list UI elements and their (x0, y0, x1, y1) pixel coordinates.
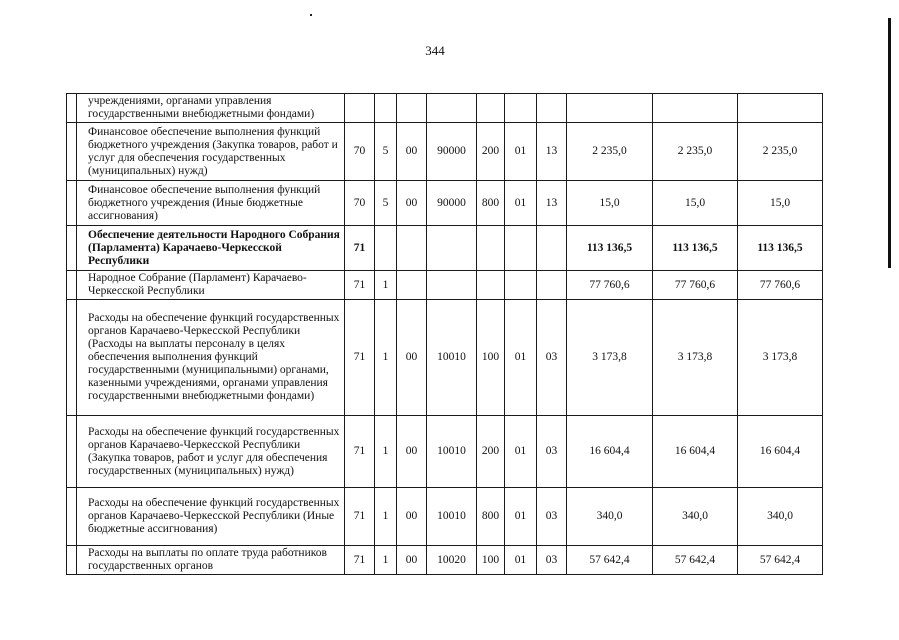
table-row (67, 226, 823, 271)
table-row (67, 488, 823, 546)
code-cell: 1 (375, 271, 397, 300)
table-row (67, 416, 823, 488)
budget-table (66, 93, 823, 575)
code-cell: 01 (505, 300, 537, 416)
scan-speck (310, 14, 312, 16)
code-cell: 00 (397, 181, 427, 226)
code-cell (427, 226, 477, 271)
row-lead-cell (67, 546, 77, 575)
code-cell: 03 (537, 488, 567, 546)
amount-cell (653, 94, 738, 123)
code-cell: 71 (345, 416, 375, 488)
scan-edge-bar (888, 18, 891, 268)
row-name-cell: Народное Собрание (Парламент) Карачаево-Черкесской Республики (77, 271, 345, 300)
code-cell: 200 (477, 416, 505, 488)
code-cell: 1 (375, 546, 397, 575)
code-cell (505, 94, 537, 123)
row-name-cell: Расходы на обеспечение функций государственных органов Карачаево-Черкесской Республики (Расходы на выплаты персоналу в целях обеспечения выполнения функций государственными (муниципальными) органами, казенными учреждениями, органами управления государственными внебюджетными фондами) (77, 300, 345, 416)
code-cell: 00 (397, 300, 427, 416)
code-cell (537, 94, 567, 123)
code-cell: 01 (505, 546, 537, 575)
amount-cell: 77 760,6 (738, 271, 823, 300)
code-cell: 01 (505, 488, 537, 546)
amount-cell (738, 94, 823, 123)
row-lead-cell (67, 300, 77, 416)
code-cell: 71 (345, 546, 375, 575)
amount-cell: 340,0 (653, 488, 738, 546)
code-cell: 5 (375, 181, 397, 226)
code-cell: 00 (397, 123, 427, 181)
page-number: 344 (425, 43, 445, 58)
row-lead-cell (67, 94, 77, 123)
row-name-cell: учреждениями, органами управления государственными внебюджетными фондами) (77, 94, 345, 123)
amount-cell: 113 136,5 (653, 226, 738, 271)
amount-cell: 340,0 (738, 488, 823, 546)
amount-cell: 16 604,4 (653, 416, 738, 488)
code-cell: 1 (375, 488, 397, 546)
code-cell: 10010 (427, 416, 477, 488)
code-cell (477, 271, 505, 300)
amount-cell: 3 173,8 (567, 300, 653, 416)
row-lead-cell (67, 123, 77, 181)
code-cell: 00 (397, 488, 427, 546)
code-cell (537, 226, 567, 271)
amount-cell: 16 604,4 (567, 416, 653, 488)
code-cell (375, 94, 397, 123)
code-cell (427, 271, 477, 300)
code-cell: 800 (477, 488, 505, 546)
row-name-cell: Финансовое обеспечение выполнения функций бюджетного учреждения (Закупка товаров, работ и услуг для обеспечения государственных (муниципальных) нужд) (77, 123, 345, 181)
amount-cell: 2 235,0 (567, 123, 653, 181)
table-row (67, 271, 823, 300)
code-cell: 100 (477, 300, 505, 416)
code-cell: 10010 (427, 488, 477, 546)
row-name-cell: Расходы на выплаты по оплате труда работников государственных органов (77, 546, 345, 575)
row-lead-cell (67, 226, 77, 271)
code-cell: 90000 (427, 181, 477, 226)
code-cell: 100 (477, 546, 505, 575)
code-cell: 1 (375, 416, 397, 488)
amount-cell: 16 604,4 (738, 416, 823, 488)
code-cell: 13 (537, 123, 567, 181)
code-cell: 70 (345, 181, 375, 226)
code-cell (397, 94, 427, 123)
code-cell: 70 (345, 123, 375, 181)
amount-cell: 340,0 (567, 488, 653, 546)
amount-cell: 77 760,6 (567, 271, 653, 300)
code-cell (345, 94, 375, 123)
row-lead-cell (67, 181, 77, 226)
table-row (67, 300, 823, 416)
code-cell (397, 271, 427, 300)
code-cell (537, 271, 567, 300)
amount-cell: 113 136,5 (567, 226, 653, 271)
code-cell: 5 (375, 123, 397, 181)
code-cell: 90000 (427, 123, 477, 181)
code-cell: 1 (375, 300, 397, 416)
code-cell: 71 (345, 300, 375, 416)
amount-cell: 15,0 (653, 181, 738, 226)
code-cell: 10010 (427, 300, 477, 416)
code-cell: 01 (505, 123, 537, 181)
code-cell: 01 (505, 416, 537, 488)
row-name-cell: Расходы на обеспечение функций государственных органов Карачаево-Черкесской Республики (Закупка товаров, работ и услуг для обеспечения государственных (муниципальных) нужд) (77, 416, 345, 488)
code-cell: 71 (345, 488, 375, 546)
code-cell: 00 (397, 546, 427, 575)
code-cell: 200 (477, 123, 505, 181)
code-cell (505, 226, 537, 271)
amount-cell: 2 235,0 (653, 123, 738, 181)
amount-cell: 15,0 (738, 181, 823, 226)
amount-cell: 15,0 (567, 181, 653, 226)
code-cell: 03 (537, 300, 567, 416)
code-cell: 01 (505, 181, 537, 226)
row-name-cell: Обеспечение деятельности Народного Собрания (Парламента) Карачаево-Черкесской Республики (77, 226, 345, 271)
row-name-cell: Расходы на обеспечение функций государственных органов Карачаево-Черкесской Республики (Иные бюджетные ассигнования) (77, 488, 345, 546)
code-cell: 71 (345, 271, 375, 300)
row-lead-cell (67, 271, 77, 300)
table-row (67, 123, 823, 181)
code-cell: 71 (345, 226, 375, 271)
row-lead-cell (67, 416, 77, 488)
table-row (67, 181, 823, 226)
code-cell: 10020 (427, 546, 477, 575)
amount-cell: 3 173,8 (653, 300, 738, 416)
row-lead-cell (67, 488, 77, 546)
code-cell: 13 (537, 181, 567, 226)
amount-cell: 113 136,5 (738, 226, 823, 271)
code-cell (477, 94, 505, 123)
row-name-cell: Финансовое обеспечение выполнения функций бюджетного учреждения (Иные бюджетные ассигнования) (77, 181, 345, 226)
code-cell: 03 (537, 546, 567, 575)
code-cell: 800 (477, 181, 505, 226)
code-cell (427, 94, 477, 123)
amount-cell: 57 642,4 (653, 546, 738, 575)
code-cell (505, 271, 537, 300)
code-cell (477, 226, 505, 271)
table-row (67, 546, 823, 575)
code-cell: 00 (397, 416, 427, 488)
code-cell: 03 (537, 416, 567, 488)
amount-cell: 57 642,4 (567, 546, 653, 575)
code-cell (375, 226, 397, 271)
table-row (67, 94, 823, 123)
amount-cell (567, 94, 653, 123)
amount-cell: 3 173,8 (738, 300, 823, 416)
code-cell (397, 226, 427, 271)
amount-cell: 77 760,6 (653, 271, 738, 300)
amount-cell: 57 642,4 (738, 546, 823, 575)
amount-cell: 2 235,0 (738, 123, 823, 181)
